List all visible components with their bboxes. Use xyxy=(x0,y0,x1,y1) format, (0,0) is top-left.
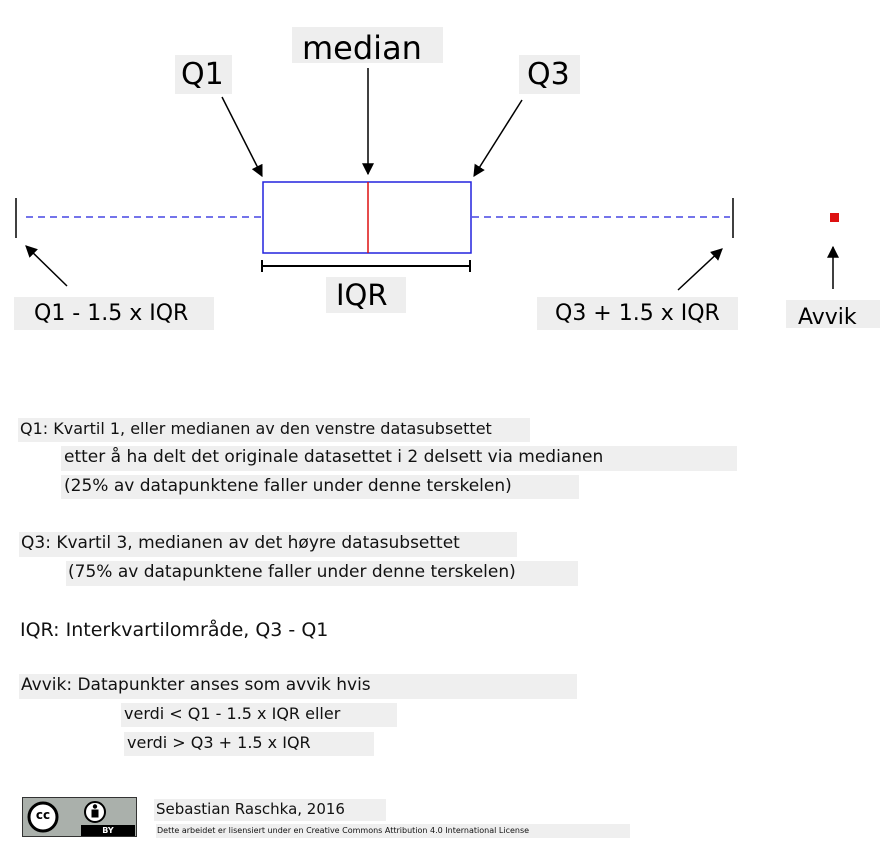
lower-fence-arrow xyxy=(26,246,67,286)
cc-by-badge xyxy=(22,797,137,837)
license-notice: Dette arbeidet er lisensiert under en Creative Commons Attribution 4.0 International License xyxy=(156,824,630,838)
q1-note-line3: (25% av datapunktene faller under denne terskelen) xyxy=(61,475,579,499)
q1-arrow xyxy=(222,97,262,176)
q1-note-line2: etter å ha delt det originale datasettet i 2 delsett via medianen xyxy=(61,446,737,471)
q3-note-line1: Q3: Kvartil 3, medianen av det høyre datasubsettet xyxy=(19,532,517,557)
q1-label: Q1 xyxy=(175,55,232,94)
q3-label: Q3 xyxy=(519,55,580,94)
outlier-point xyxy=(830,213,839,222)
outlier-note-line1: Avvik: Datapunkter anses som avvik hvis xyxy=(19,674,577,699)
upper-fence-label: Q3 + 1.5 x IQR xyxy=(537,297,738,330)
outlier-label: Avvik xyxy=(786,300,880,328)
iqr-label: IQR xyxy=(326,277,406,313)
q1-note-line1: Q1: Kvartil 1, eller medianen av den venstre datasubsettet xyxy=(18,418,530,442)
by-label: BY xyxy=(81,825,135,836)
q3-note-line2: (75% av datapunktene faller under denne terskelen) xyxy=(66,561,578,586)
outlier-note-line3: verdi > Q3 + 1.5 x IQR xyxy=(124,732,374,756)
iqr-note: IQR: Interkvartilområde, Q3 - Q1 xyxy=(19,618,367,646)
outlier-note-line2: verdi < Q1 - 1.5 x IQR eller xyxy=(121,703,397,727)
cc-logo-text: cc xyxy=(35,808,51,822)
lower-fence-label: Q1 - 1.5 x IQR xyxy=(14,297,214,330)
iqr-box xyxy=(263,182,471,253)
median-label: median xyxy=(292,27,443,63)
author-credit: Sebastian Raschka, 2016 xyxy=(154,799,386,821)
q3-arrow xyxy=(474,100,522,176)
upper-fence-arrow xyxy=(678,249,722,290)
